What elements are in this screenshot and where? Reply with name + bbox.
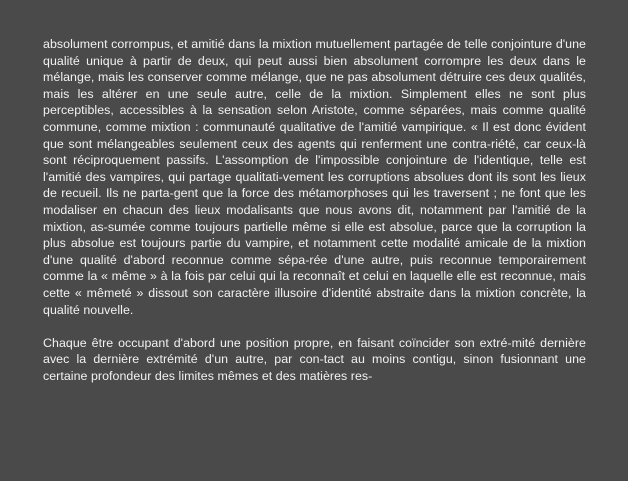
- paragraph-1: absolument corrompus, et amitié dans la mixtion mutuellement partagée de telle conjointure d'une qualité unique à partir de deux, qui peut aussi bien absolument corrompre les deux dans le mélange, mais les conserver comme mélange, que ne pas absolument détruire ces deux qualités, mais les altérer en une seule autre, celle de la mixtion. Simplement elles ne sont plus perceptibles, accessibles à la sensation selon Aristote, comme séparées, mais comme qualité commune, comme mixtion : communauté qualitative de l'amitié vampirique. « Il est donc évident que sont mélangeables seulement ceux des agents qui renferment une contra-riété, car ceux-là sont réciproquement passifs. L'assomption de l'impossible conjointure de l'identique, telle est l'amitié des vampires, qui partage qualitati-vement les corruptions absolues dont ils sont les lieux de recueil. Ils ne parta-gent que la force des métamorphoses qui les traversent ; ne font que les modaliser en chacun des lieux modalisants que nous avons dit, notamment par l'amitié de la mixtion, as-sumée comme toujours partielle même si elle est absolue, parce que la corruption la plus absolue est toujours partie du vampire, et notamment cette modalité amicale de la mixtion d'une qualité d'abord reconnue comme sépa-rée d'une autre, puis reconnue temporairement comme la « même » à la fois par celui qui la reconnaît et celui en laquelle elle est reconnue, mais cette « mêmeté » dissout son caractère illusoire d'identité abstraite dans la mixtion concrète, la qualité nouvelle.: [43, 37, 586, 317]
- document-text: [43, 36, 586, 384]
- paragraph-2: Chaque être occupant d'abord une position propre, en faisant coïncider son extré-mité dernière avec la dernière extrémité d'un autre, par con-tact au moins contigu, sinon fusionnant une certaine profondeur des limites mêmes et des matières res-: [43, 335, 586, 383]
